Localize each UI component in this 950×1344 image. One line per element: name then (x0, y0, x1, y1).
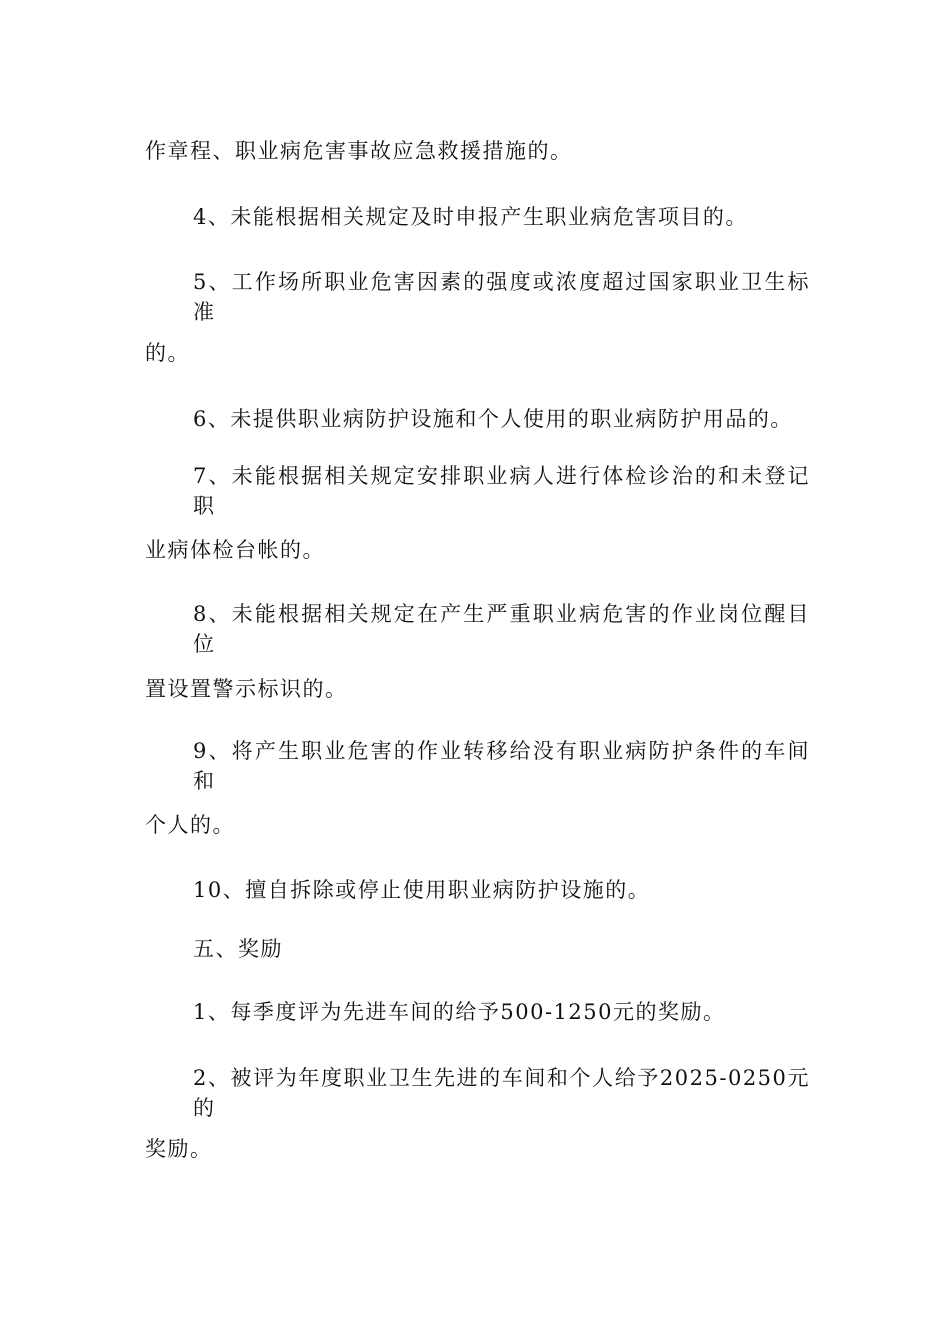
paragraph-item-6: 6、未提供职业病防护设施和个人使用的职业病防护用品的。 (193, 407, 793, 431)
paragraph-line: 作章程、职业病危害事故应急救援措施的。 (145, 139, 573, 163)
paragraph-item-5: 5、工作场所职业危害因素的强度或浓度超过国家职业卫生标准 (193, 270, 810, 324)
paragraph-line: 置设置警示标识的。 (145, 677, 348, 701)
paragraph-item-7: 7、未能根据相关规定安排职业病人进行体检诊治的和未登记职 (193, 464, 810, 518)
paragraph-line: 的。 (145, 341, 190, 365)
paragraph-item-8: 8、未能根据相关规定在产生严重职业病危害的作业岗位醒目位 (193, 602, 810, 656)
paragraph-line: 业病体检台帐的。 (145, 538, 325, 562)
paragraph-reward-1: 1、每季度评为先进车间的给予500-1250元的奖励。 (193, 1000, 726, 1024)
paragraph-line: 奖励。 (145, 1137, 213, 1161)
section-heading-rewards: 五、奖励 (193, 937, 283, 961)
paragraph-item-4: 4、未能根据相关规定及时申报产生职业病危害项目的。 (193, 205, 748, 229)
paragraph-item-10: 10、擅自拆除或停止使用职业病防护设施的。 (193, 878, 651, 902)
paragraph-line: 个人的。 (145, 813, 235, 837)
paragraph-reward-2: 2、被评为年度职业卫生先进的车间和个人给予2025-0250元的 (193, 1066, 810, 1120)
paragraph-item-9: 9、将产生职业危害的作业转移给没有职业病防护条件的车间和 (193, 739, 810, 793)
